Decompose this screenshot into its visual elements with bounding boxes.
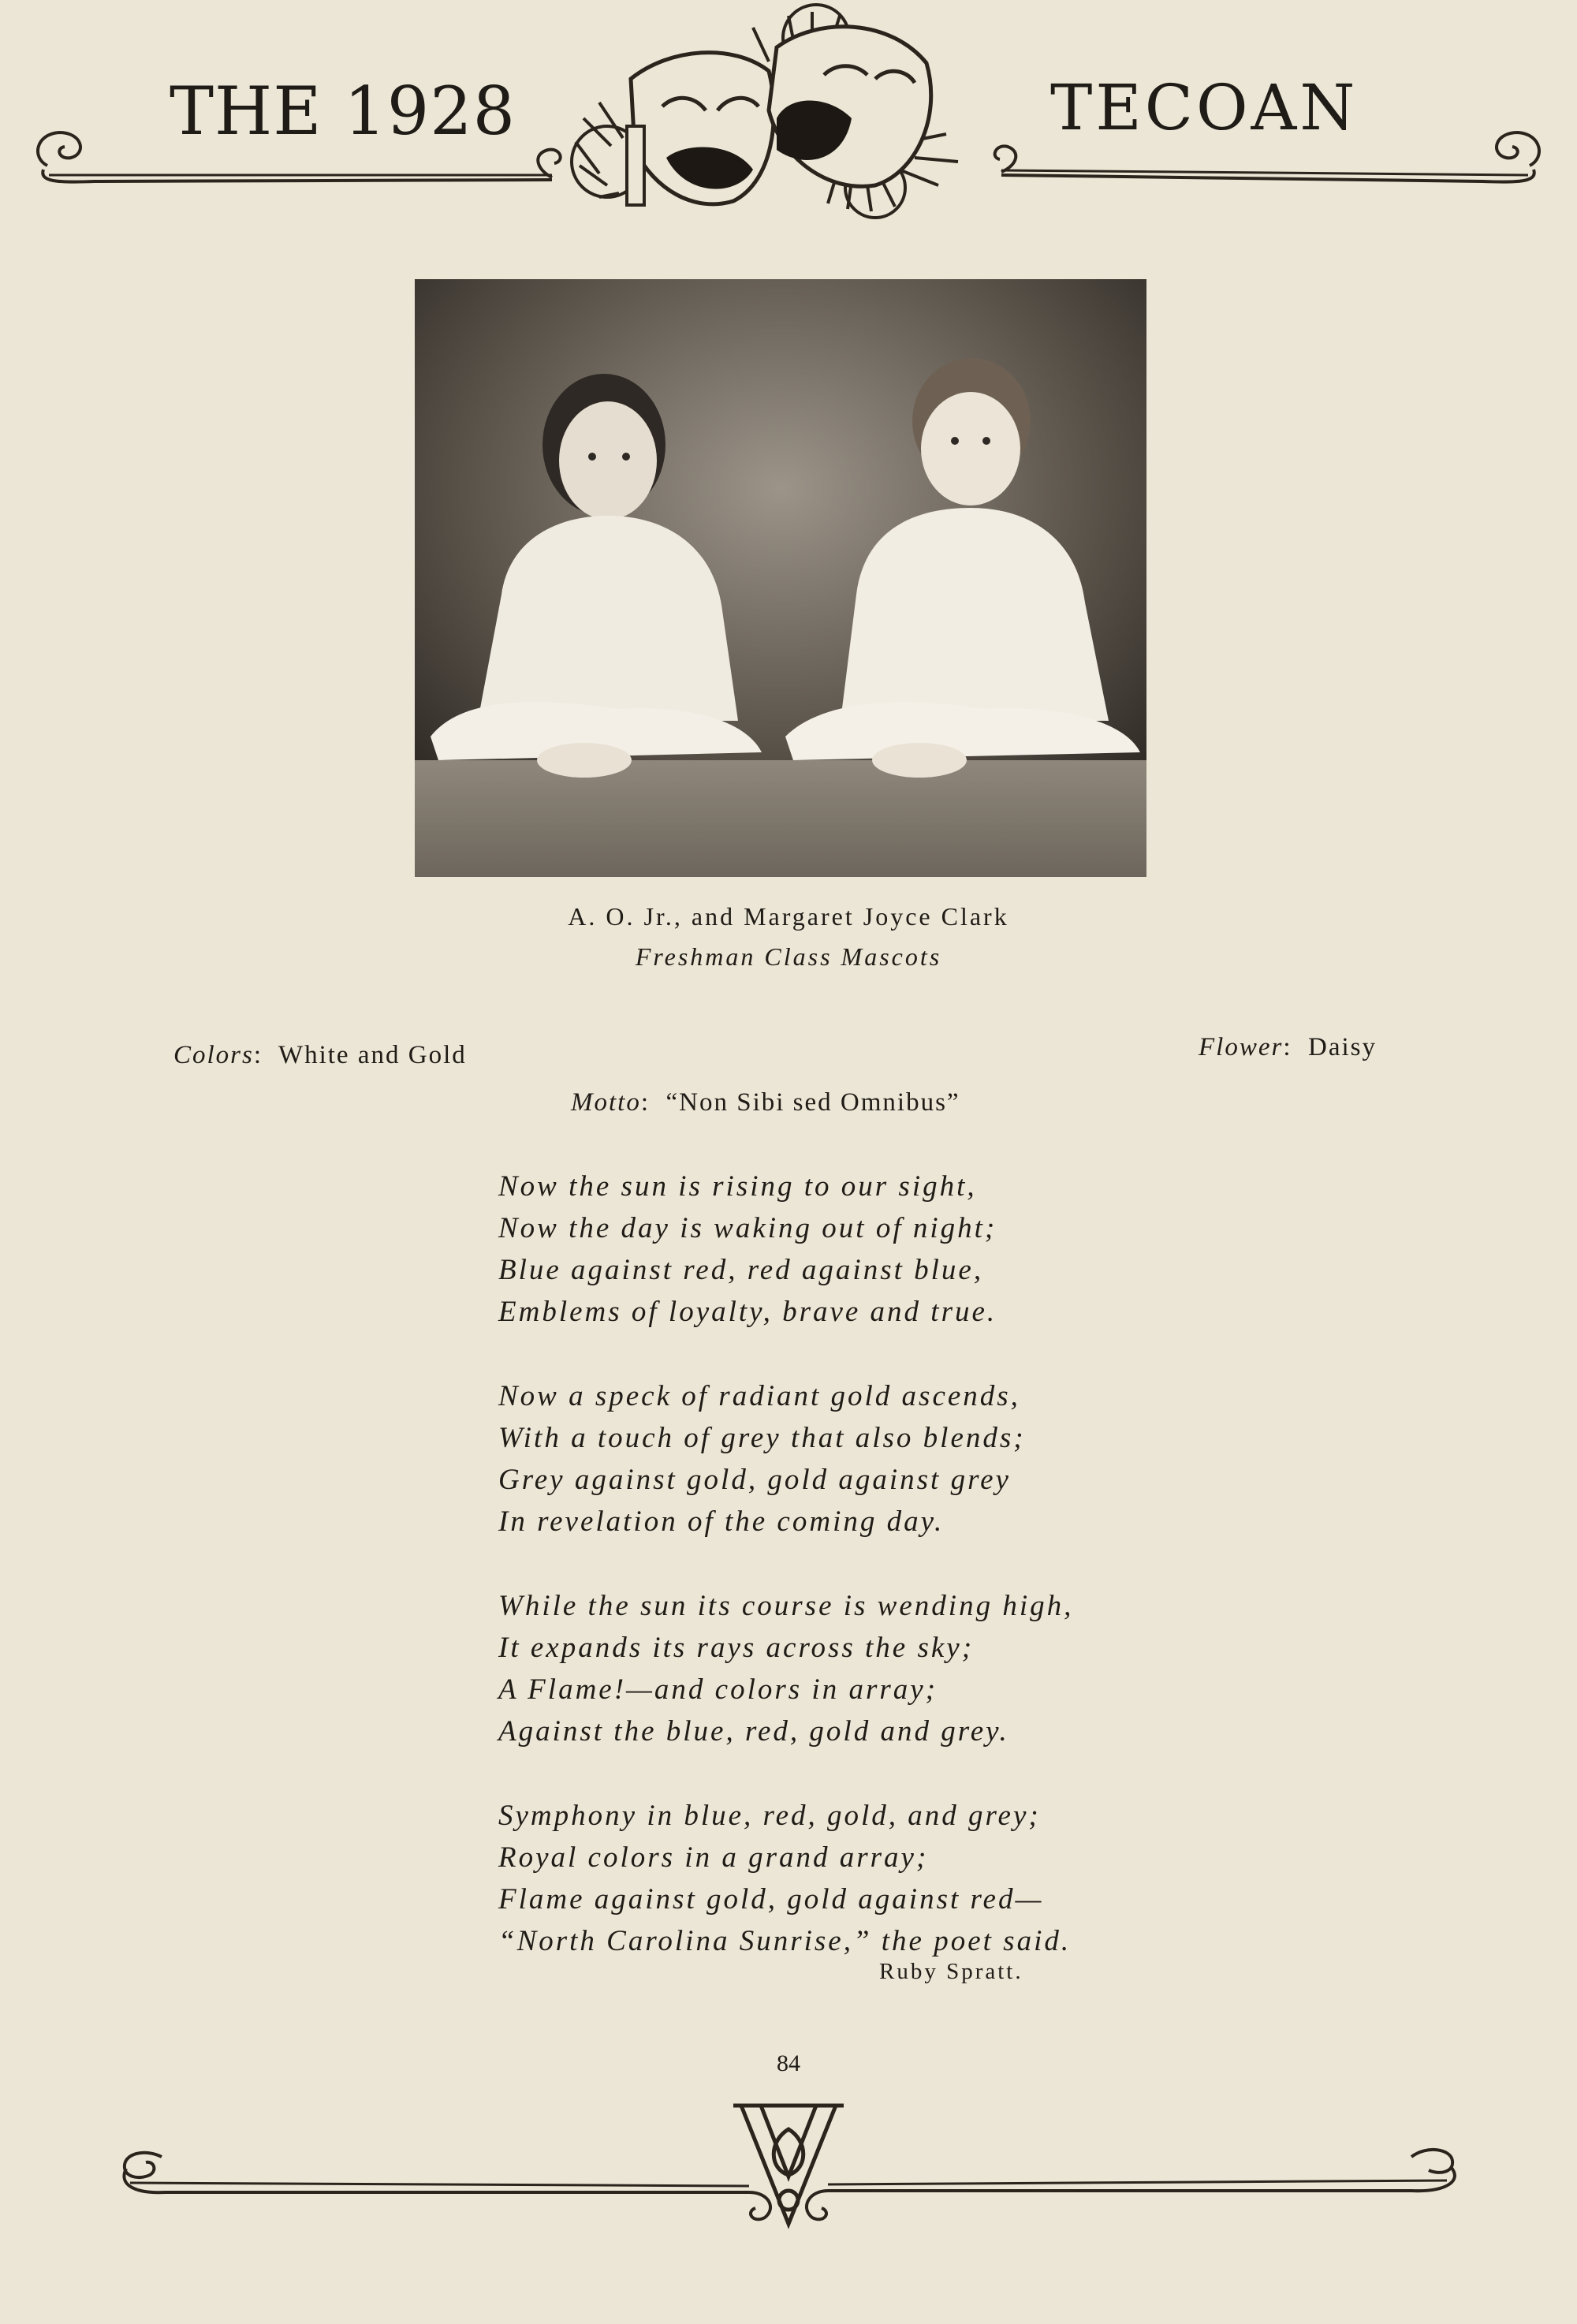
colors-value: White and Gold — [278, 1041, 467, 1069]
photo-caption-names: A. O. Jr., and Margaret Joyce Clark — [568, 902, 1009, 931]
poem-line: “North Carolina Sunrise,” the poet said. — [498, 1925, 1072, 1957]
poem-line: Flame against gold, gold against red— — [498, 1883, 1044, 1916]
poem-stanza — [498, 1166, 1129, 1333]
poem-line: Royal colors in a grand array; — [498, 1841, 929, 1874]
poem-stanza — [498, 1375, 1129, 1542]
poem-author: Ruby Spratt. — [879, 1959, 1023, 1984]
poem-line: Against the blue, red, gold and grey. — [498, 1715, 1009, 1748]
photo-caption-subtitle: Freshman Class Mascots — [635, 942, 942, 971]
flower-value: Daisy — [1308, 1033, 1377, 1061]
poem-line: Symphony in blue, red, gold, and grey; — [498, 1800, 1041, 1832]
colors-label: Colors — [173, 1041, 254, 1069]
monogram-icon — [733, 2106, 844, 2224]
mascots-photo — [415, 279, 1146, 877]
poem-stanza — [498, 1585, 1129, 1752]
poem-line: A Flame!—and colors in array; — [498, 1673, 938, 1706]
poem-line: Blue against red, red against blue, — [498, 1254, 984, 1286]
flower-label: Flower — [1199, 1033, 1284, 1061]
poem-stanza — [498, 1795, 1129, 1962]
class-motto: Motto: “Non Sibi sed Omnibus” — [571, 1088, 960, 1117]
poem-line: Emblems of loyalty, brave and true. — [498, 1296, 997, 1328]
header-title-left: THE 1928 — [170, 73, 516, 150]
poem — [498, 1166, 1129, 2005]
motto-value: “Non Sibi sed Omnibus” — [665, 1088, 960, 1117]
poem-line: In revelation of the coming day. — [498, 1505, 945, 1538]
comedy-tragedy-masks-icon — [572, 5, 958, 218]
footer-ornament — [0, 2082, 1577, 2240]
poem-line: It expands its rays across the sky; — [498, 1632, 975, 1664]
poem-line: Now the sun is rising to our sight, — [498, 1170, 977, 1203]
poem-line: Now a speck of radiant gold ascends, — [498, 1380, 1020, 1412]
header-title-right: TECOAN — [1050, 71, 1359, 144]
poem-line: With a touch of grey that also blends; — [498, 1422, 1026, 1454]
motto-label: Motto — [571, 1088, 641, 1117]
class-flower: Flower: Daisy — [1199, 1033, 1377, 1061]
poem-line: Now the day is waking out of night; — [498, 1212, 997, 1244]
poem-line: While the sun its course is wending high, — [498, 1590, 1074, 1622]
poem-line: Grey against gold, gold against grey — [498, 1464, 1011, 1496]
class-colors: Colors: White and Gold — [173, 1041, 467, 1069]
page-number: 84 — [777, 2050, 800, 2076]
